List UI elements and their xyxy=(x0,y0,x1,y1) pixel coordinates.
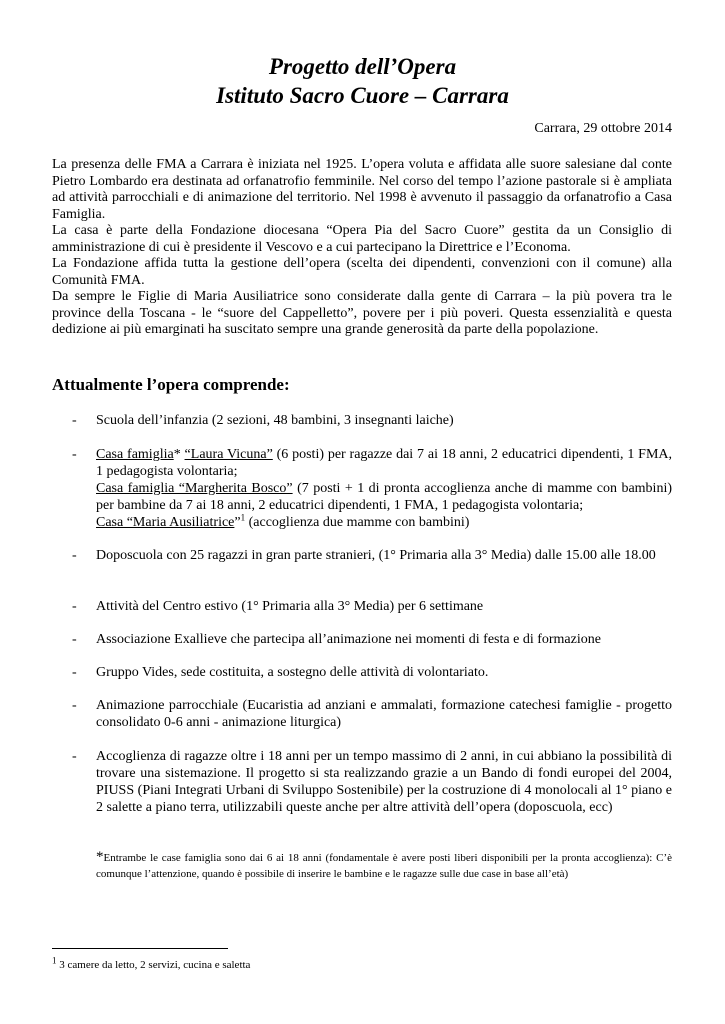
maria-ausiliatrice-name: Casa “Maria Ausiliatrice xyxy=(96,515,235,530)
list-item-scuola: Scuola dell’infanzia (2 sezioni, 48 bambini, 3 insegnanti laiche) xyxy=(96,413,454,428)
maria-ausiliatrice-text: (accoglienza due mamme con bambini) xyxy=(245,515,470,530)
list-item-case-famiglia xyxy=(96,446,672,531)
footnote-ref: 1 xyxy=(240,512,246,523)
page-title: Progetto dell’Opera xyxy=(268,54,457,79)
section-heading: Attualmente l’opera comprende: xyxy=(52,375,290,394)
page-subtitle: Istituto Sacro Cuore – Carrara xyxy=(216,83,509,108)
intro-paragraph-2: La casa è parte della Fondazione diocesana “Opera Pia del Sacro Cuore” gestita da un Consiglio di amministrazione di cui è presidente il Vescovo e a cui partecipano la Direttrice e l’Economa. xyxy=(52,223,672,255)
list-item-vides: Gruppo Vides, sede costituita, a sostegno delle attività di volontariato. xyxy=(96,665,489,680)
casa-famiglia-laura-vicuna xyxy=(96,446,672,480)
laura-vicuna-text: (6 posti) per ragazze dai 7 ai 18 anni, 2 educatrici dipendenti, 1 FMA, 1 pedagogista volontaria; xyxy=(96,447,672,479)
document-date: Carrara, 29 ottobre 2014 xyxy=(534,121,672,136)
list-item-doposcuola: Doposcuola con 25 ragazzi in gran parte stranieri, (1° Primaria alla 3° Media) dalle 15.00 alle 18.00 xyxy=(96,548,656,563)
list-item-centro-estivo: Attività del Centro estivo (1° Primaria alla 3° Media) per 6 settimane xyxy=(96,599,484,614)
note-asterisk: * xyxy=(96,849,104,865)
casa-famiglia-margherita-bosco xyxy=(96,480,672,514)
note-text: Entrambe le case famiglia sono dai 6 ai 18 anni (fondamentale è avere posti liberi disponibili per la pronta accoglienza): C’è comunque l’attenzione, quando è possibile di inserire le bambine e le ragazze sulle due case in base all’età) xyxy=(96,852,672,880)
list-bullet: - xyxy=(72,548,77,563)
casa-famiglia-label: Casa famiglia xyxy=(96,447,174,462)
margherita-bosco-text: (7 posti + 1 di pronta accoglienza anche di mamme con bambini) per bambine da 7 ai 18 anni, 2 educatrici dipendenti, 1 FMA, 1 pedagogista volontaria; xyxy=(96,481,672,513)
list-bullet: - xyxy=(72,413,77,428)
intro-paragraph-4: Da sempre le Figlie di Maria Ausiliatrice sono considerate dalla gente di Carrara – la più povera tra le province della Toscana - le “suore del Cappelletto”, povere per i più poveri. Questa essenzialità e questa dedizione ai più emarginati ha suscitato sempre una grande generosità da parte della popolazione. xyxy=(52,289,672,337)
intro-paragraph-3: La Fondazione affida tutta la gestione dell’opera (scelta dei dipendenti, convenzioni con il comune) alla Comunità FMA. xyxy=(52,256,672,288)
list-item-accoglienza: Accoglienza di ragazze oltre i 18 anni per un tempo massimo di 2 anni, in cui abbiano la possibilità di trovare una sistemazione. Il progetto si sta realizzando grazie a un Bando di fondi europei del 2004, PIUSS (Piani Integrati Urbani di Sviluppo Sostenibile) per la costruzione di 4 monolocali al 1° piano e 2 salette a piano terra, utilizzabili queste anche per altre attività dell’opera (doposcuola, ecc) xyxy=(96,749,672,815)
casa-maria-ausiliatrice xyxy=(96,514,672,531)
list-item-animazione: Animazione parrocchiale (Eucaristia ad anziani e ammalati, formazione catechesi famiglie - progetto consolidato 0-6 anni - animazione liturgica) xyxy=(96,698,672,730)
list-bullet: - xyxy=(72,632,77,647)
intro-section xyxy=(52,157,672,339)
footnote xyxy=(52,955,251,972)
list-bullet: - xyxy=(72,698,77,713)
closing-quote: ” xyxy=(234,515,241,530)
margherita-bosco-name: Casa famiglia “Margherita Bosco” xyxy=(96,481,293,496)
asterisk: * xyxy=(173,447,185,462)
laura-vicuna-name: “Laura Vicuna” xyxy=(184,447,273,462)
footnote-text: 3 camere da letto, 2 servizi, cucina e saletta xyxy=(56,959,251,971)
list-item-exallieve: Associazione Exallieve che partecipa all’animazione nei momenti di festa e di formazione xyxy=(96,632,601,647)
note-case-famiglia xyxy=(96,849,672,882)
list-bullet: - xyxy=(72,599,77,614)
intro-paragraph-1: La presenza delle FMA a Carrara è iniziata nel 1925. L’opera voluta e affidata alle suore salesiane dal conte Pietro Lombardo era destinata ad orfanatrofio femminile. Nel corso del tempo l’azione pastorale si è ampliata ad attività parrocchiali e di animazione del territorio. Nel 1998 è avvenuto il passaggio da orfanatrofio a Casa Famiglia. xyxy=(52,157,672,222)
list-bullet: - xyxy=(72,447,77,462)
list-bullet: - xyxy=(72,749,77,764)
list-bullet: - xyxy=(72,665,77,680)
footnote-divider xyxy=(52,948,228,949)
footnote-number: 1 xyxy=(52,955,57,966)
